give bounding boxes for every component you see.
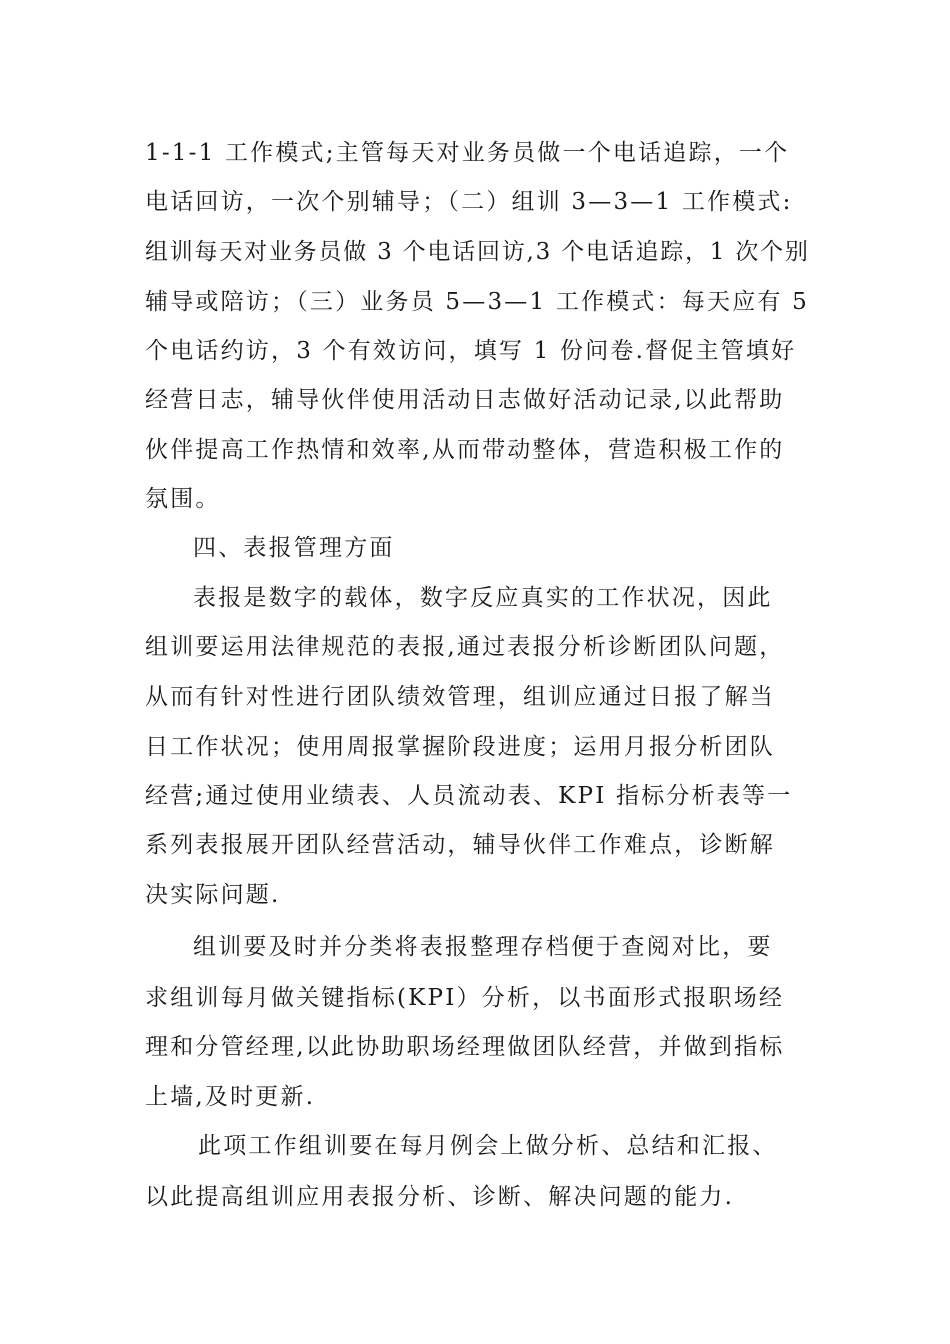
paragraph-2-line: 经营;通过使用业绩表、人员流动表、KPI 指标分析表等一 xyxy=(145,783,793,809)
paragraph-2-line: 日工作状况；使用周报掌握阶段进度；运用月报分析团队 xyxy=(145,734,775,760)
paragraph-2-line: 从而有针对性进行团队绩效管理，组训应通过日报了解当 xyxy=(145,684,775,710)
paragraph-2-line: 决实际问题. xyxy=(145,882,281,908)
paragraph-3-line: 理和分管经理,以此协助职场经理做团队经营，并做到指标 xyxy=(145,1034,785,1060)
paragraph-3-line: 上墙,及时更新. xyxy=(145,1084,316,1110)
paragraph-3-line: 求组训每月做关键指标(KPI）分析，以书面形式报职场经 xyxy=(145,985,785,1011)
paragraph-1-line: 1-1-1 工作模式;主管每天对业务员做一个电话追踪，一个 xyxy=(145,140,790,166)
paragraph-1-line: 组训每天对业务员做 3 个电话回访,3 个电话追踪，1 次个别 xyxy=(145,239,810,265)
paragraph-2-line: 系列表报展开团队经营活动，辅导伙伴工作难点，诊断解 xyxy=(145,832,775,858)
paragraph-1-line: 辅导或陪访；（三）业务员 5—3—1 工作模式：每天应有 5 xyxy=(145,289,809,315)
paragraph-1-line: 伙伴提高工作热情和效率,从而带动整体，营造积极工作的 xyxy=(145,437,785,463)
paragraph-1-line: 电话回访，一次个别辅导；（二）组训 3—3—1 工作模式: xyxy=(145,189,793,215)
paragraph-1-line: 经营日志，辅导伙伴使用活动日志做好活动记录,以此帮助 xyxy=(145,387,785,413)
paragraph-2-line: 表报是数字的载体，数字反应真实的工作状况，因此 xyxy=(193,585,773,611)
section-heading: 四、表报管理方面 xyxy=(193,535,395,561)
paragraph-4-line: 以此提高组训应用表报分析、诊断、解决问题的能力. xyxy=(145,1184,735,1210)
paragraph-2-line: 组训要运用法律规范的表报,通过表报分析诊断团队问题， xyxy=(145,634,785,660)
paragraph-3-line: 组训要及时并分类将表报整理存档便于查阅对比，要 xyxy=(193,934,773,960)
paragraph-1-line: 氛围。 xyxy=(145,486,221,512)
paragraph-4-line: 此项工作组训要在每月例会上做分析、总结和汇报、 xyxy=(198,1133,778,1159)
paragraph-1-line: 个电话约访，3 个有效访问，填写 1 份问卷.督促主管填好 xyxy=(145,338,797,364)
